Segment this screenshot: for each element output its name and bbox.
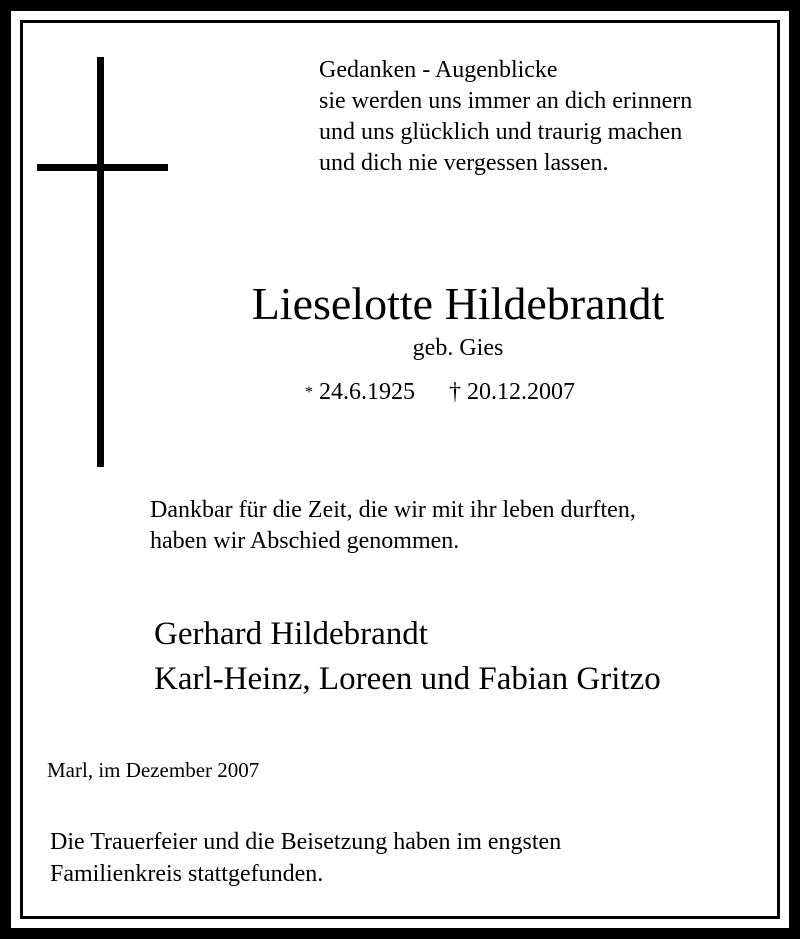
gratitude-line: haben wir Abschied genommen. xyxy=(150,528,460,554)
deceased-name: Lieselotte Hildebrandt xyxy=(251,278,665,329)
cross-vertical-bar xyxy=(97,57,104,467)
maiden-name: geb. Gies xyxy=(412,335,504,361)
death-date: 20.12.2007 xyxy=(467,379,575,405)
birth-symbol: * xyxy=(305,384,313,401)
poem-line: und uns glücklich und traurig machen xyxy=(319,119,683,145)
place-date: Marl, im Dezember 2007 xyxy=(47,758,260,782)
life-dates xyxy=(305,377,575,408)
ceremony-line: Die Trauerfeier und die Beisetzung haben im engsten xyxy=(50,829,562,855)
death-symbol: † xyxy=(449,379,461,405)
gratitude-line: Dankbar für die Zeit, die wir mit ihr leben durften, xyxy=(150,497,636,523)
mourners xyxy=(154,612,661,702)
ceremony-line: Familienkreis stattgefunden. xyxy=(50,861,324,887)
ceremony-note xyxy=(50,826,561,890)
mourner-line: Karl-Heinz, Loreen und Fabian Gritzo xyxy=(154,661,661,697)
gratitude-text xyxy=(150,495,636,557)
cross-horizontal-bar xyxy=(37,164,168,171)
mourner-line: Gerhard Hildebrandt xyxy=(154,616,428,652)
poem xyxy=(319,55,692,179)
poem-line: sie werden uns immer an dich erinnern xyxy=(319,88,693,114)
poem-line: Gedanken - Augenblicke xyxy=(319,57,558,83)
poem-line: und dich nie vergessen lassen. xyxy=(319,150,609,176)
birth-date: 24.6.1925 xyxy=(319,379,415,405)
